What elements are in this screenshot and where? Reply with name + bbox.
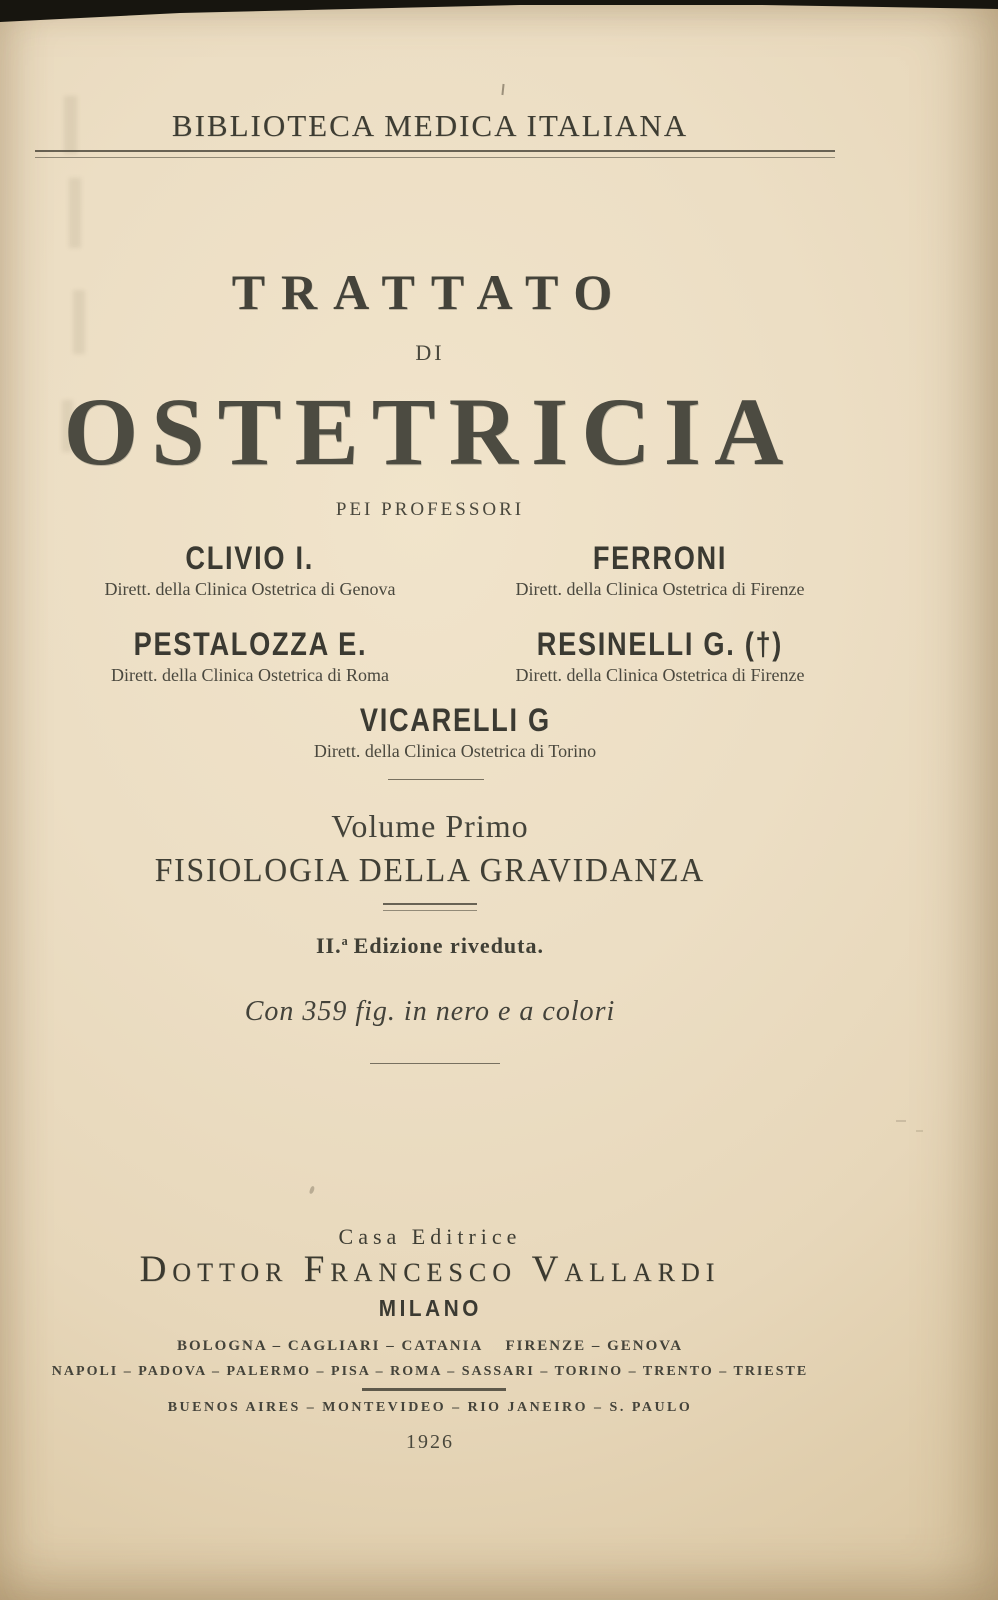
publisher-city-wrap: [0, 1295, 860, 1322]
volume-label: Volume Primo: [331, 808, 529, 844]
publisher-branches-line2: NAPOLI – PADOVA – PALERMO – PISA – ROMA – SASSARI – TORINO – TRENTO – TRIESTE: [51, 1364, 809, 1379]
publisher-city: MILANO: [378, 1295, 482, 1321]
author-name: FERRONI: [592, 540, 728, 576]
volume-title: FISIOLOGIA DELLA GRAVIDANZA: [154, 852, 706, 889]
book-title-connector: DI: [415, 340, 445, 365]
author-affiliation: Dirett. della Clinica Ostetrica di Genova: [104, 579, 396, 599]
series-rule: [35, 150, 835, 158]
authors-row-2-affiliations: [0, 665, 860, 686]
author-name: CLIVIO I.: [185, 540, 315, 576]
authors-row-1: [0, 540, 860, 577]
publisher-name: Dottor Francesco Vallardi: [139, 1249, 721, 1290]
edition-line: [0, 933, 860, 959]
author-name: VICARELLI G: [359, 702, 551, 738]
branches-rule: [362, 1388, 506, 1391]
byline-intro: PEI PROFESSORI: [335, 499, 525, 520]
series-title: BIBLIOTECA MEDICA ITALIANA: [171, 108, 689, 143]
volume-title-wrap: [0, 852, 860, 890]
edition-number: II.: [315, 933, 342, 958]
volume-rule: [383, 903, 477, 911]
publisher-branches-line3: BUENOS AIRES – MONTEVIDEO – RIO JANEIRO – S. PAULO: [167, 1400, 693, 1415]
figures-note: Con 359 fig. in nero e a colori: [244, 996, 616, 1027]
authors-row-3: [25, 702, 885, 739]
edition-text: Edizione riveduta.: [353, 933, 544, 958]
authors-rule: [388, 779, 484, 780]
book-title-line1: TRATTATO: [231, 264, 629, 320]
publisher-house: Casa Editrice: [338, 1224, 522, 1249]
author-name: RESINELLI G. (†): [536, 626, 784, 662]
author-affiliation: Dirett. della Clinica Ostetrica di Firenze: [515, 665, 805, 685]
publication-year: 1926: [406, 1431, 454, 1453]
book-title-main: OSTETRICIA: [63, 378, 797, 485]
author-affiliation: Dirett. della Clinica Ostetrica di Firenze: [515, 579, 805, 599]
authors-row-2: [0, 626, 860, 663]
figures-rule: [370, 1063, 500, 1064]
author-name: PESTALOZZA E.: [133, 626, 367, 662]
authors-row-1-affiliations: [0, 579, 860, 600]
publisher-branches-line1: BOLOGNA – CAGLIARI – CATANIA FIRENZE – GENOVA: [176, 1338, 684, 1354]
author-affiliation: Dirett. della Clinica Ostetrica di Torino: [313, 741, 597, 761]
author-affiliation: Dirett. della Clinica Ostetrica di Roma: [111, 665, 389, 685]
edition-ordinal: a: [341, 933, 349, 948]
